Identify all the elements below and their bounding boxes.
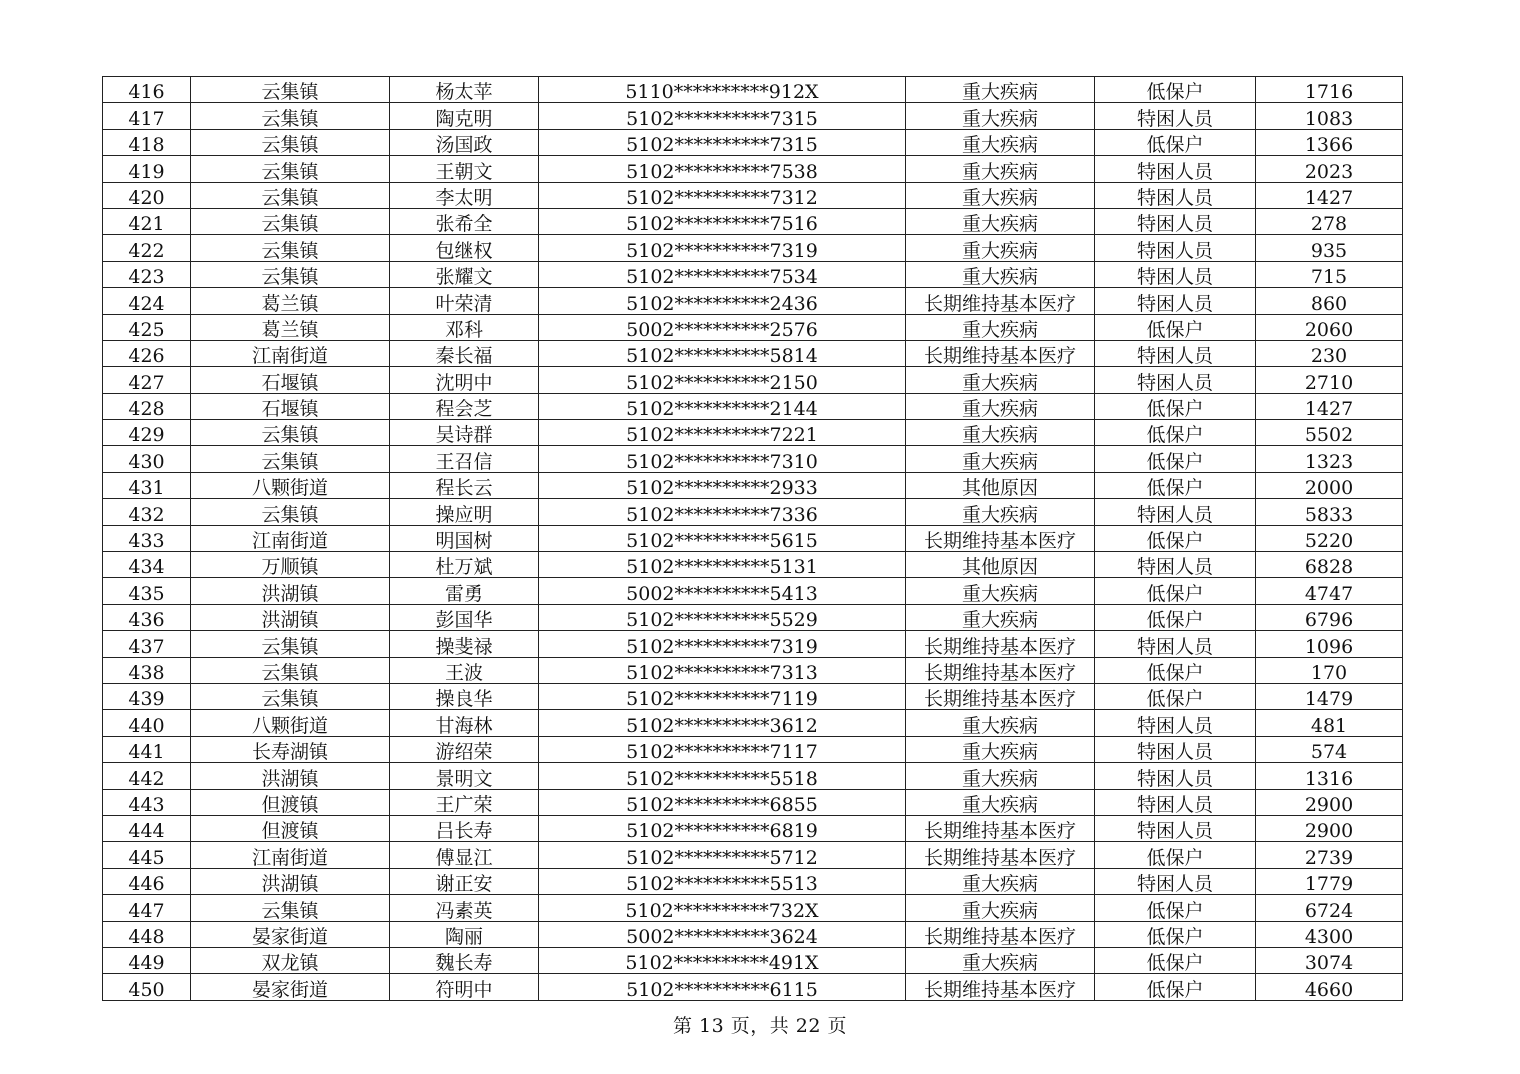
category-cell: 低保户 xyxy=(1095,921,1256,947)
name-cell: 操良华 xyxy=(390,683,539,709)
name-cell: 张希全 xyxy=(390,208,539,234)
reason-cell: 重大疾病 xyxy=(906,103,1095,129)
id-number-cell: 5102**********5513 xyxy=(539,868,906,894)
id-number-cell: 5102**********7117 xyxy=(539,736,906,762)
amount-cell: 2023 xyxy=(1256,156,1403,182)
amount-cell: 5220 xyxy=(1256,525,1403,551)
town-cell: 江南街道 xyxy=(191,842,390,868)
table-row xyxy=(103,208,1403,234)
row-number-cell: 418 xyxy=(103,129,191,155)
row-number-cell: 440 xyxy=(103,710,191,736)
row-number-cell: 416 xyxy=(103,77,191,103)
category-cell: 特困人员 xyxy=(1095,288,1256,314)
amount-cell: 1083 xyxy=(1256,103,1403,129)
table-row xyxy=(103,947,1403,973)
amount-cell: 170 xyxy=(1256,657,1403,683)
town-cell: 江南街道 xyxy=(191,525,390,551)
category-cell: 低保户 xyxy=(1095,393,1256,419)
amount-cell: 1316 xyxy=(1256,763,1403,789)
name-cell: 操斐禄 xyxy=(390,631,539,657)
reason-cell: 长期维持基本医疗 xyxy=(906,921,1095,947)
name-cell: 傅显江 xyxy=(390,842,539,868)
town-cell: 云集镇 xyxy=(191,631,390,657)
category-cell: 低保户 xyxy=(1095,578,1256,604)
name-cell: 谢正安 xyxy=(390,868,539,894)
row-number-cell: 441 xyxy=(103,736,191,762)
id-number-cell: 5102**********7319 xyxy=(539,235,906,261)
row-number-cell: 424 xyxy=(103,288,191,314)
amount-cell: 6796 xyxy=(1256,604,1403,630)
reason-cell: 其他原因 xyxy=(906,552,1095,578)
category-cell: 低保户 xyxy=(1095,420,1256,446)
id-number-cell: 5102**********5615 xyxy=(539,525,906,551)
category-cell: 特困人员 xyxy=(1095,367,1256,393)
amount-cell: 3074 xyxy=(1256,947,1403,973)
category-cell: 低保户 xyxy=(1095,895,1256,921)
table-row xyxy=(103,895,1403,921)
amount-cell: 1427 xyxy=(1256,182,1403,208)
row-number-cell: 444 xyxy=(103,815,191,841)
table-row xyxy=(103,156,1403,182)
reason-cell: 重大疾病 xyxy=(906,789,1095,815)
row-number-cell: 430 xyxy=(103,446,191,472)
table-row xyxy=(103,736,1403,762)
table-row xyxy=(103,921,1403,947)
town-cell: 但渡镇 xyxy=(191,815,390,841)
row-number-cell: 436 xyxy=(103,604,191,630)
table-row xyxy=(103,103,1403,129)
town-cell: 葛兰镇 xyxy=(191,288,390,314)
reason-cell: 重大疾病 xyxy=(906,710,1095,736)
table-row xyxy=(103,446,1403,472)
table-row xyxy=(103,578,1403,604)
amount-cell: 2060 xyxy=(1256,314,1403,340)
reason-cell: 重大疾病 xyxy=(906,420,1095,446)
town-cell: 云集镇 xyxy=(191,235,390,261)
town-cell: 江南街道 xyxy=(191,340,390,366)
name-cell: 游绍荣 xyxy=(390,736,539,762)
amount-cell: 935 xyxy=(1256,235,1403,261)
table-row xyxy=(103,235,1403,261)
town-cell: 晏家街道 xyxy=(191,921,390,947)
name-cell: 王朝文 xyxy=(390,156,539,182)
amount-cell: 2900 xyxy=(1256,789,1403,815)
reason-cell: 重大疾病 xyxy=(906,235,1095,261)
category-cell: 特困人员 xyxy=(1095,631,1256,657)
reason-cell: 重大疾病 xyxy=(906,763,1095,789)
table-row xyxy=(103,182,1403,208)
reason-cell: 长期维持基本医疗 xyxy=(906,631,1095,657)
row-number-cell: 422 xyxy=(103,235,191,261)
category-cell: 低保户 xyxy=(1095,657,1256,683)
town-cell: 葛兰镇 xyxy=(191,314,390,340)
reason-cell: 重大疾病 xyxy=(906,446,1095,472)
amount-cell: 1323 xyxy=(1256,446,1403,472)
amount-cell: 2739 xyxy=(1256,842,1403,868)
row-number-cell: 439 xyxy=(103,683,191,709)
name-cell: 陶克明 xyxy=(390,103,539,129)
reason-cell: 重大疾病 xyxy=(906,208,1095,234)
table-row xyxy=(103,842,1403,868)
town-cell: 长寿湖镇 xyxy=(191,736,390,762)
id-number-cell: 5102**********7312 xyxy=(539,182,906,208)
id-number-cell: 5102**********5131 xyxy=(539,552,906,578)
name-cell: 甘海林 xyxy=(390,710,539,736)
town-cell: 洪湖镇 xyxy=(191,868,390,894)
amount-cell: 230 xyxy=(1256,340,1403,366)
row-number-cell: 449 xyxy=(103,947,191,973)
category-cell: 低保户 xyxy=(1095,974,1256,1000)
row-number-cell: 443 xyxy=(103,789,191,815)
id-number-cell: 5102**********7315 xyxy=(539,129,906,155)
page-footer: 第 13 页，共 22 页 xyxy=(672,1015,847,1037)
reason-cell: 长期维持基本医疗 xyxy=(906,683,1095,709)
reason-cell: 重大疾病 xyxy=(906,895,1095,921)
row-number-cell: 448 xyxy=(103,921,191,947)
reason-cell: 长期维持基本医疗 xyxy=(906,525,1095,551)
amount-cell: 5502 xyxy=(1256,420,1403,446)
name-cell: 魏长寿 xyxy=(390,947,539,973)
row-number-cell: 428 xyxy=(103,393,191,419)
table-row xyxy=(103,77,1403,103)
reason-cell: 重大疾病 xyxy=(906,868,1095,894)
amount-cell: 715 xyxy=(1256,261,1403,287)
amount-cell: 1366 xyxy=(1256,129,1403,155)
name-cell: 邓科 xyxy=(390,314,539,340)
category-cell: 特困人员 xyxy=(1095,103,1256,129)
amount-cell: 1427 xyxy=(1256,393,1403,419)
table-row xyxy=(103,868,1403,894)
town-cell: 云集镇 xyxy=(191,420,390,446)
category-cell: 低保户 xyxy=(1095,314,1256,340)
town-cell: 云集镇 xyxy=(191,446,390,472)
id-number-cell: 5102**********732X xyxy=(539,895,906,921)
category-cell: 低保户 xyxy=(1095,525,1256,551)
id-number-cell: 5102**********7534 xyxy=(539,261,906,287)
category-cell: 低保户 xyxy=(1095,842,1256,868)
name-cell: 吴诗群 xyxy=(390,420,539,446)
town-cell: 八颗街道 xyxy=(191,472,390,498)
name-cell: 程长云 xyxy=(390,472,539,498)
amount-cell: 2710 xyxy=(1256,367,1403,393)
amount-cell: 2000 xyxy=(1256,472,1403,498)
reason-cell: 重大疾病 xyxy=(906,129,1095,155)
table-row xyxy=(103,288,1403,314)
id-number-cell: 5102**********2933 xyxy=(539,472,906,498)
reason-cell: 重大疾病 xyxy=(906,261,1095,287)
amount-cell: 481 xyxy=(1256,710,1403,736)
row-number-cell: 427 xyxy=(103,367,191,393)
reason-cell: 重大疾病 xyxy=(906,604,1095,630)
category-cell: 特困人员 xyxy=(1095,552,1256,578)
table-row xyxy=(103,393,1403,419)
category-cell: 低保户 xyxy=(1095,446,1256,472)
id-number-cell: 5102**********7336 xyxy=(539,499,906,525)
category-cell: 特困人员 xyxy=(1095,499,1256,525)
id-number-cell: 5102**********6819 xyxy=(539,815,906,841)
id-number-cell: 5102**********6855 xyxy=(539,789,906,815)
reason-cell: 长期维持基本医疗 xyxy=(906,657,1095,683)
town-cell: 云集镇 xyxy=(191,208,390,234)
reason-cell: 重大疾病 xyxy=(906,314,1095,340)
table-row xyxy=(103,552,1403,578)
category-cell: 特困人员 xyxy=(1095,235,1256,261)
row-number-cell: 435 xyxy=(103,578,191,604)
table-row xyxy=(103,604,1403,630)
name-cell: 李太明 xyxy=(390,182,539,208)
id-number-cell: 5102**********5518 xyxy=(539,763,906,789)
id-number-cell: 5102**********2150 xyxy=(539,367,906,393)
reason-cell: 重大疾病 xyxy=(906,156,1095,182)
name-cell: 操应明 xyxy=(390,499,539,525)
name-cell: 王广荣 xyxy=(390,789,539,815)
town-cell: 晏家街道 xyxy=(191,974,390,1000)
name-cell: 雷勇 xyxy=(390,578,539,604)
id-number-cell: 5102**********2436 xyxy=(539,288,906,314)
amount-cell: 4300 xyxy=(1256,921,1403,947)
category-cell: 特困人员 xyxy=(1095,340,1256,366)
reason-cell: 长期维持基本医疗 xyxy=(906,815,1095,841)
amount-cell: 4660 xyxy=(1256,974,1403,1000)
category-cell: 低保户 xyxy=(1095,947,1256,973)
reason-cell: 重大疾病 xyxy=(906,367,1095,393)
amount-cell: 1779 xyxy=(1256,868,1403,894)
id-number-cell: 5102**********7538 xyxy=(539,156,906,182)
amount-cell: 5833 xyxy=(1256,499,1403,525)
town-cell: 洪湖镇 xyxy=(191,763,390,789)
id-number-cell: 5102**********5712 xyxy=(539,842,906,868)
row-number-cell: 445 xyxy=(103,842,191,868)
id-number-cell: 5110**********912X xyxy=(539,77,906,103)
name-cell: 符明中 xyxy=(390,974,539,1000)
table-row xyxy=(103,367,1403,393)
name-cell: 汤国政 xyxy=(390,129,539,155)
table-row xyxy=(103,631,1403,657)
name-cell: 王波 xyxy=(390,657,539,683)
id-number-cell: 5102**********2144 xyxy=(539,393,906,419)
row-number-cell: 426 xyxy=(103,340,191,366)
category-cell: 低保户 xyxy=(1095,604,1256,630)
category-cell: 特困人员 xyxy=(1095,710,1256,736)
category-cell: 低保户 xyxy=(1095,77,1256,103)
name-cell: 程会芝 xyxy=(390,393,539,419)
name-cell: 杜万斌 xyxy=(390,552,539,578)
town-cell: 洪湖镇 xyxy=(191,578,390,604)
table-row xyxy=(103,710,1403,736)
row-number-cell: 432 xyxy=(103,499,191,525)
town-cell: 云集镇 xyxy=(191,129,390,155)
amount-cell: 6724 xyxy=(1256,895,1403,921)
row-number-cell: 431 xyxy=(103,472,191,498)
reason-cell: 长期维持基本医疗 xyxy=(906,974,1095,1000)
town-cell: 洪湖镇 xyxy=(191,604,390,630)
row-number-cell: 425 xyxy=(103,314,191,340)
id-number-cell: 5102**********7313 xyxy=(539,657,906,683)
row-number-cell: 447 xyxy=(103,895,191,921)
name-cell: 景明文 xyxy=(390,763,539,789)
town-cell: 云集镇 xyxy=(191,499,390,525)
category-cell: 特困人员 xyxy=(1095,208,1256,234)
id-number-cell: 5102**********7516 xyxy=(539,208,906,234)
row-number-cell: 450 xyxy=(103,974,191,1000)
name-cell: 叶荣清 xyxy=(390,288,539,314)
amount-cell: 6828 xyxy=(1256,552,1403,578)
table-row xyxy=(103,499,1403,525)
reason-cell: 重大疾病 xyxy=(906,182,1095,208)
town-cell: 双龙镇 xyxy=(191,947,390,973)
table-row xyxy=(103,683,1403,709)
category-cell: 特困人员 xyxy=(1095,763,1256,789)
category-cell: 低保户 xyxy=(1095,472,1256,498)
category-cell: 低保户 xyxy=(1095,129,1256,155)
id-number-cell: 5102**********7221 xyxy=(539,420,906,446)
reason-cell: 其他原因 xyxy=(906,472,1095,498)
reason-cell: 长期维持基本医疗 xyxy=(906,842,1095,868)
category-cell: 特困人员 xyxy=(1095,868,1256,894)
id-number-cell: 5102**********7310 xyxy=(539,446,906,472)
amount-cell: 574 xyxy=(1256,736,1403,762)
name-cell: 明国树 xyxy=(390,525,539,551)
row-number-cell: 446 xyxy=(103,868,191,894)
table-row xyxy=(103,789,1403,815)
row-number-cell: 433 xyxy=(103,525,191,551)
town-cell: 云集镇 xyxy=(191,103,390,129)
reason-cell: 重大疾病 xyxy=(906,77,1095,103)
row-number-cell: 423 xyxy=(103,261,191,287)
table-row xyxy=(103,763,1403,789)
name-cell: 彭国华 xyxy=(390,604,539,630)
row-number-cell: 434 xyxy=(103,552,191,578)
name-cell: 冯素英 xyxy=(390,895,539,921)
amount-cell: 1716 xyxy=(1256,77,1403,103)
reason-cell: 重大疾病 xyxy=(906,947,1095,973)
town-cell: 云集镇 xyxy=(191,683,390,709)
table-row xyxy=(103,314,1403,340)
town-cell: 云集镇 xyxy=(191,261,390,287)
reason-cell: 重大疾病 xyxy=(906,578,1095,604)
reason-cell: 重大疾病 xyxy=(906,393,1095,419)
name-cell: 王召信 xyxy=(390,446,539,472)
amount-cell: 2900 xyxy=(1256,815,1403,841)
name-cell: 杨太苹 xyxy=(390,77,539,103)
row-number-cell: 429 xyxy=(103,420,191,446)
name-cell: 包继权 xyxy=(390,235,539,261)
town-cell: 八颗街道 xyxy=(191,710,390,736)
id-number-cell: 5102**********6115 xyxy=(539,974,906,1000)
id-number-cell: 5002**********5413 xyxy=(539,578,906,604)
name-cell: 秦长福 xyxy=(390,340,539,366)
town-cell: 石堰镇 xyxy=(191,367,390,393)
town-cell: 云集镇 xyxy=(191,895,390,921)
town-cell: 但渡镇 xyxy=(191,789,390,815)
town-cell: 云集镇 xyxy=(191,77,390,103)
id-number-cell: 5102**********5814 xyxy=(539,340,906,366)
category-cell: 特困人员 xyxy=(1095,261,1256,287)
table-row xyxy=(103,340,1403,366)
town-cell: 云集镇 xyxy=(191,156,390,182)
table-row xyxy=(103,525,1403,551)
table-row xyxy=(103,420,1403,446)
amount-cell: 4747 xyxy=(1256,578,1403,604)
table-row xyxy=(103,657,1403,683)
town-cell: 万顺镇 xyxy=(191,552,390,578)
assistance-table xyxy=(102,76,1403,1001)
reason-cell: 重大疾病 xyxy=(906,736,1095,762)
reason-cell: 长期维持基本医疗 xyxy=(906,340,1095,366)
category-cell: 特困人员 xyxy=(1095,182,1256,208)
row-number-cell: 419 xyxy=(103,156,191,182)
id-number-cell: 5102**********3612 xyxy=(539,710,906,736)
name-cell: 张耀文 xyxy=(390,261,539,287)
id-number-cell: 5102**********491X xyxy=(539,947,906,973)
amount-cell: 1479 xyxy=(1256,683,1403,709)
id-number-cell: 5002**********2576 xyxy=(539,314,906,340)
id-number-cell: 5102**********5529 xyxy=(539,604,906,630)
amount-cell: 1096 xyxy=(1256,631,1403,657)
id-number-cell: 5102**********7315 xyxy=(539,103,906,129)
amount-cell: 860 xyxy=(1256,288,1403,314)
category-cell: 特困人员 xyxy=(1095,736,1256,762)
row-number-cell: 437 xyxy=(103,631,191,657)
reason-cell: 长期维持基本医疗 xyxy=(906,288,1095,314)
category-cell: 特困人员 xyxy=(1095,789,1256,815)
row-number-cell: 420 xyxy=(103,182,191,208)
town-cell: 云集镇 xyxy=(191,657,390,683)
table-row xyxy=(103,815,1403,841)
id-number-cell: 5102**********7319 xyxy=(539,631,906,657)
row-number-cell: 421 xyxy=(103,208,191,234)
row-number-cell: 438 xyxy=(103,657,191,683)
row-number-cell: 417 xyxy=(103,103,191,129)
name-cell: 沈明中 xyxy=(390,367,539,393)
reason-cell: 重大疾病 xyxy=(906,499,1095,525)
table-row xyxy=(103,472,1403,498)
town-cell: 石堰镇 xyxy=(191,393,390,419)
row-number-cell: 442 xyxy=(103,763,191,789)
name-cell: 陶丽 xyxy=(390,921,539,947)
id-number-cell: 5002**********3624 xyxy=(539,921,906,947)
town-cell: 云集镇 xyxy=(191,182,390,208)
name-cell: 吕长寿 xyxy=(390,815,539,841)
table-row xyxy=(103,129,1403,155)
category-cell: 特困人员 xyxy=(1095,815,1256,841)
category-cell: 特困人员 xyxy=(1095,156,1256,182)
table-row xyxy=(103,261,1403,287)
id-number-cell: 5102**********7119 xyxy=(539,683,906,709)
amount-cell: 278 xyxy=(1256,208,1403,234)
table-row xyxy=(103,974,1403,1000)
category-cell: 低保户 xyxy=(1095,683,1256,709)
